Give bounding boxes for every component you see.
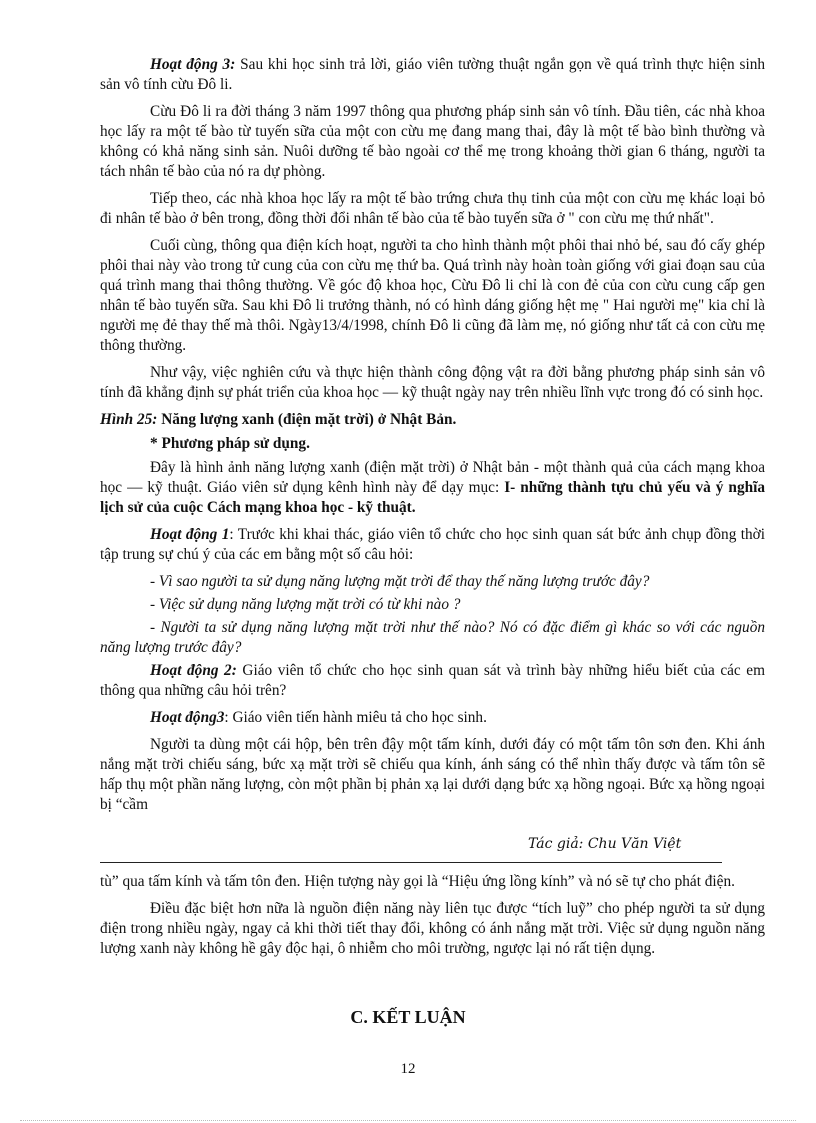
method-heading: * Phương pháp sử dụng. — [150, 435, 310, 452]
activity-label: Hoạt động 1 — [150, 526, 230, 543]
question-item: - Việc sử dụng năng lượng mặt trời có từ khi nào ? — [150, 596, 461, 613]
paragraph-dolly-birth: Cừu Đô li ra đời tháng 3 năm 1997 thông qua phương pháp sinh sản vô tính. Đầu tiên, các nhà khoa học lấy ra một tế bào từ tuyến sữa của một con cừu mẹ đang mang thai, đây là một tế bào bình thường và không có khả năng sinh sản. Nuôi dưỡng tế bào ngoài cơ thể mẹ trong khoảng thời gian 6 tháng, người ta tách nhân tế bào của nó ra dự phòng. — [100, 103, 765, 180]
paragraph-activity-1 — [100, 525, 765, 565]
paragraph-text: Giáo viên tổ chức cho học sinh quan sát và trình bày những hiểu biết của các em thông qua những câu hỏi trên? — [100, 662, 765, 699]
paragraph-text: Đây là hình ảnh năng lượng xanh (điện mặt trời) ở Nhật bản - một thành quả của cách mạng khoa học — kỹ thuật. Giáo viên sử dụng kênh hình này để dạy mục: — [100, 459, 765, 496]
activity-label: Hoạt động 2: — [150, 662, 237, 679]
paragraph-egg-cell: Tiếp theo, các nhà khoa học lấy ra một tế bào trứng chưa thụ tinh của một con cừu mẹ khác loại bỏ đi nhân tế bào ở bên trong, đồng thời đổi nhân tế bào của tế bào tuyến sữa ở " con cừu mẹ thứ nhất". — [100, 190, 765, 227]
continued-text — [100, 872, 765, 966]
question-item: - Người ta sử dụng năng lượng mặt trời như thế nào? Nó có đặc điểm gì khác so với các nguồn năng lượng trước đây? — [100, 619, 765, 656]
conclusion-heading: C. KẾT LUẬN — [350, 1007, 466, 1027]
paragraph-box-description: Người ta dùng một cái hộp, bên trên đậy một tấm kính, dưới đáy có một tấm tôn sơn đen. Khi ánh nắng mặt trời chiếu sáng, bức xạ mặt trời sẽ chiếu qua kính, ánh sáng có thể nhìn thấy được và tấm tôn sẽ hấp thụ một phần năng lượng, còn một phần bị phản xạ lại dưới dạng bức xạ hồng ngoại. Bức xạ hồng ngoại bị “cầm — [100, 736, 765, 813]
paragraph-greenhouse: tù” qua tấm kính và tấm tôn đen. Hiện tượng này gọi là “Hiệu ứng lồng kính” và nó sẽ tự cho phát điện. — [100, 873, 735, 890]
figure-label: Hình 25: — [100, 411, 158, 428]
page-number: 12 — [400, 1061, 416, 1077]
figure-title: Năng lượng xanh (điện mặt trời) ở Nhật Bản. — [157, 411, 457, 428]
activity-label: Hoạt động3 — [150, 709, 225, 726]
section-reference: I- những thành tựu chủ yếu và ý nghĩa lịch sử của cuộc Cách mạng khoa học - kỹ thuật. — [100, 479, 765, 516]
page-body — [100, 55, 765, 822]
footer-divider — [100, 862, 722, 863]
paragraph-solar-intro — [100, 458, 765, 518]
author-credit: Tác giả: Chu Văn Việt — [528, 836, 682, 852]
paragraph-activity-2 — [100, 661, 765, 701]
paragraph-activity-3b — [100, 708, 765, 728]
paragraph-embryo: Cuối cùng, thông qua điện kích hoạt, người ta cho hình thành một phôi thai nhỏ bé, sau đó cấy ghép phôi thai này vào trong tử cung của con cừu mẹ thứ ba. Quá trình này hoàn toàn giống với giai đoạn sau của quá trình mang thai thông thường. Về góc độ khoa học, Cừu Đô li chỉ là con đẻ của con cừu cung cấp gen nhân tế bào tuyến sữa. Sau khi Đô li trưởng thành, nó có hình dáng giống hệt mẹ " Hai người mẹ" kia chỉ là người mẹ đẻ thay thế mà thôi. Ngày13/4/1998, chính Đô li cũng đã làm mẹ, nó giống như tất cả con cừu mẹ thông thường. — [100, 237, 765, 354]
paragraph-text: Sau khi học sinh trả lời, giáo viên tường thuật ngắn gọn về quá trình thực hiện sinh sản vô tính cừu Đô li. — [100, 56, 765, 93]
paragraph-text: : Giáo viên tiến hành miêu tả cho học sinh. — [224, 709, 487, 726]
figure-heading — [100, 410, 765, 430]
question-item: - Vì sao người ta sử dụng năng lượng mặt trời để thay thế năng lượng trước đây? — [150, 573, 650, 590]
paragraph-energy-storage: Điều đặc biệt hơn nữa là nguồn điện năng này liên tục được “tích luỹ” cho phép người ta sử dụng điện trong nhiều ngày, ngay cả khi thời tiết thay đổi, không có ánh nắng mặt trời. Việc sử dụng nguồn năng lượng xanh này không hề gây độc hại, ô nhiễm cho môi trường, ngược lại nó rất tiện dụng. — [100, 900, 765, 957]
page-border — [20, 1120, 796, 1121]
activity-label: Hoạt động 3: — [150, 56, 236, 73]
paragraph-summary: Như vậy, việc nghiên cứu và thực hiện thành công động vật ra đời bằng phương pháp sinh sản vô tính đã khẳng định sự phát triển của khoa học — kỹ thuật ngày nay trên nhiều lĩnh vực trong đó có sinh học. — [100, 364, 765, 401]
paragraph-text: : Trước khi khai thác, giáo viên tổ chức cho học sinh quan sát bức ảnh chụp đồng thời tập trung sự chú ý của các em bằng một số câu hỏi: — [100, 526, 765, 563]
paragraph-activity-3 — [100, 55, 765, 95]
